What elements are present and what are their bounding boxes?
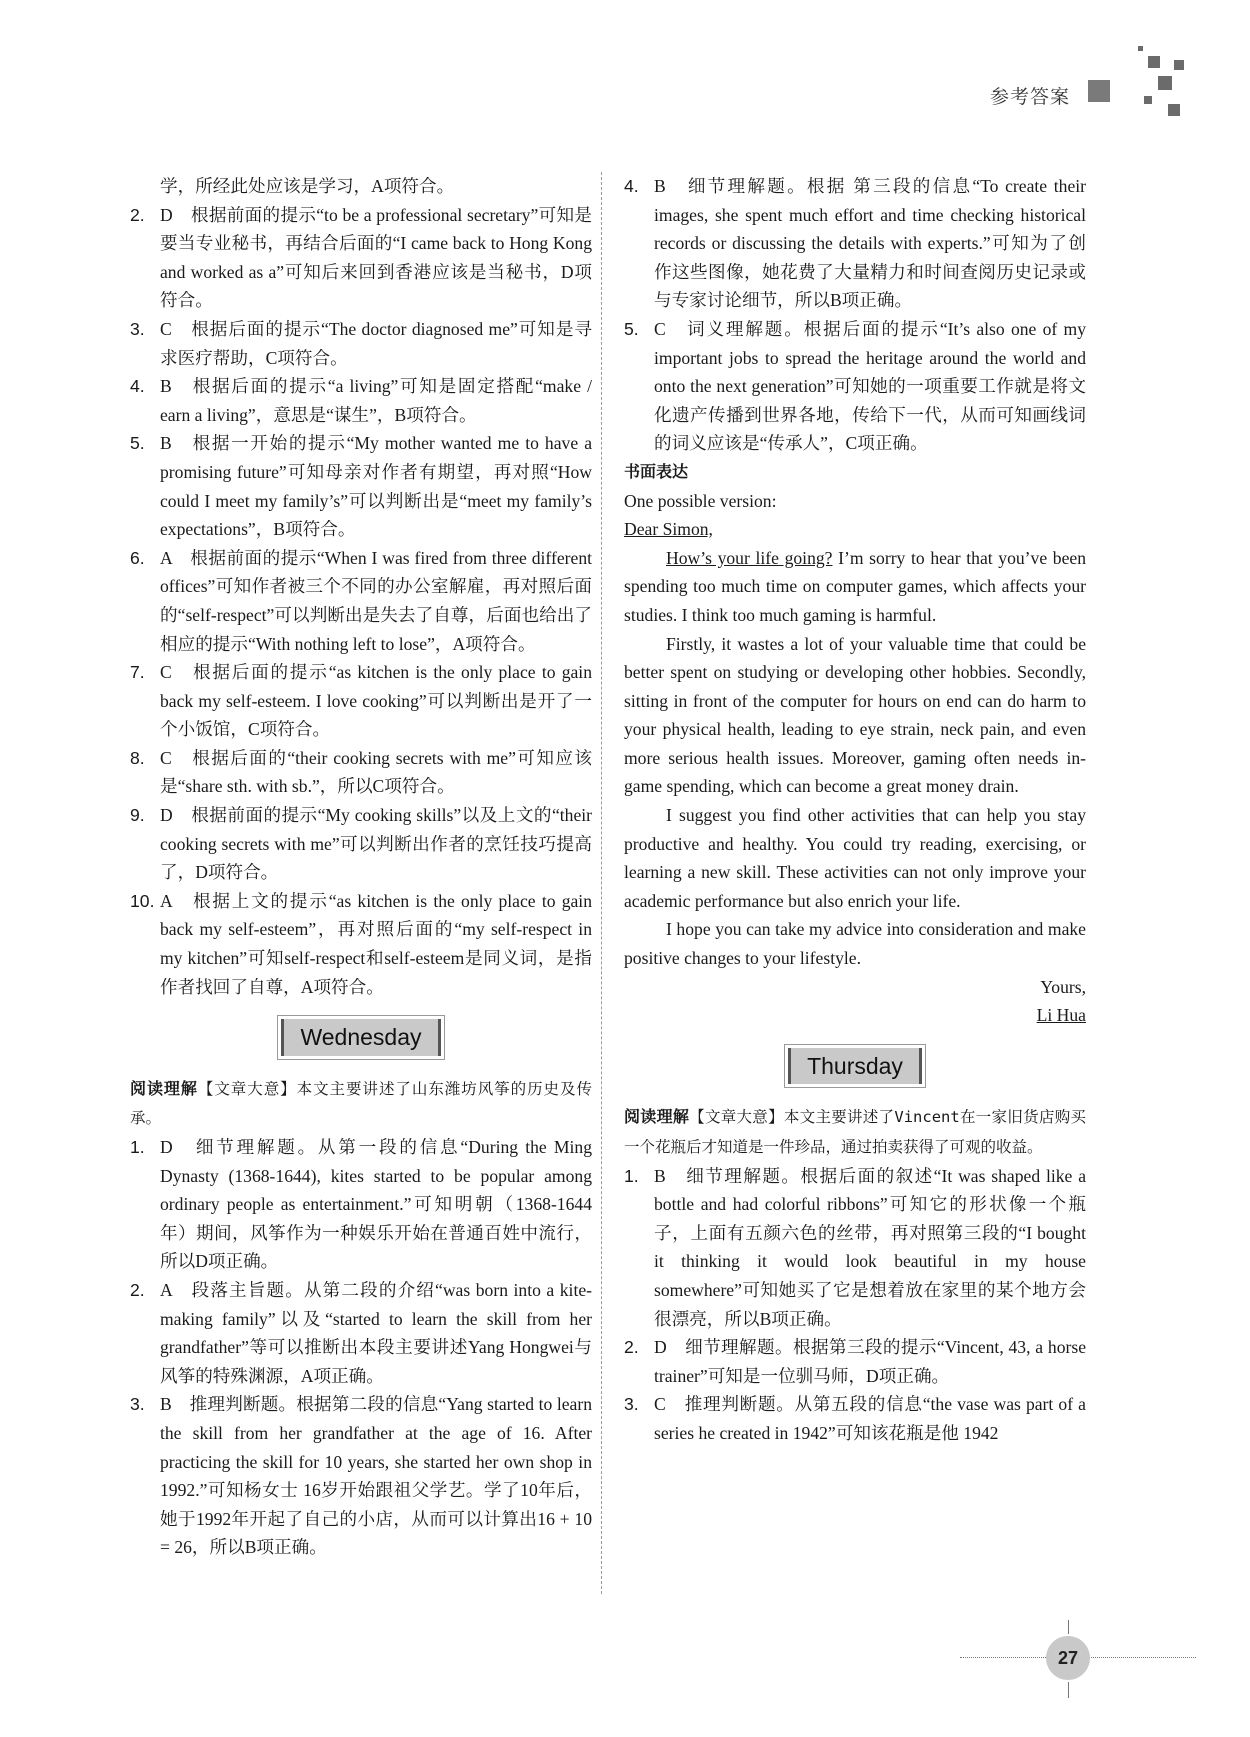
paragraph-text: I’m sorry to hear that you’ve been spending too much time on computer games, which affects your studies. I think too much gaming is harmful. (624, 547, 1087, 625)
answer-item (624, 172, 1086, 315)
column-divider (601, 172, 602, 1594)
item-text: D 细节理解题。从第一段的信息“During the Ming Dynasty (1368-1644), kites started to be popular among ordinary people as entertainment.”可知明朝（1368-1644 年）期间，风筝作为一种娱乐开始在普通百姓中流行，所以D项正确。 (160, 1137, 592, 1272)
answer-item (130, 801, 592, 887)
item-text: B 推理判断题。根据第二段的信息“Yang started to learn the skill from her grandfather at the age of 16. After practicing the skill for 10 years, she started her own shop in 1992.”可知杨女士 16岁开始跟祖父学艺。学了10年后，她于1992年开起了自己的小店，从而可以计算出16 + 10 = 26，所以B项正确。 (160, 1394, 592, 1558)
letter-paragraph-4: I hope you can take my advice into consideration and make positive changes to your lifestyle. (624, 919, 1086, 969)
answer-item (624, 1333, 1086, 1390)
item-number: 5. (624, 318, 639, 339)
day-heading-wrap (624, 1048, 1086, 1085)
answer-item (130, 1390, 592, 1562)
item-number: 2. (130, 204, 145, 225)
reading-label: 阅读理解 (624, 1107, 690, 1127)
letter-signature (624, 1001, 1086, 1030)
item-text: C 推理判断题。从第五段的信息“the vase was part of a series he created in 1942”可知该花瓶是他 1942 (654, 1394, 1086, 1443)
item-text: B 根据后面的提示“a living”可知是固定搭配“make / earn a living”，意思是“谋生”，B项符合。 (160, 376, 592, 425)
item-number: 4. (624, 176, 639, 196)
item-text: B 根据一开始的提示“My mother wanted me to have a promising future”可知母亲对作者有期望，再对照“How could I meet my family’s”可以判断出是“meet my family’s expectations”，B项符合。 (160, 433, 592, 540)
item-number: 3. (130, 318, 145, 339)
item-number: 5. (130, 433, 145, 454)
letter-paragraph-1 (624, 544, 1086, 630)
item-text: C 根据后面的提示“The doctor diagnosed me”可知是寻求医疗帮助，C项符合。 (160, 318, 592, 368)
item-number: 9. (130, 805, 145, 826)
answer-item (624, 315, 1086, 458)
item-number: 1. (624, 1165, 639, 1186)
page-number: 27 (1046, 1636, 1090, 1680)
article-summary: 【文章大意】本文主要讲述了Vincent在一家旧货店购买一个花瓶后才知道是一件珍品，通过拍卖获得了可观的收益。 (624, 1108, 1086, 1156)
salutation-text: Dear Simon, (624, 519, 713, 540)
item-text: C 根据后面的提示“as kitchen is the only place to gain back my self-esteem. I love cooking”可以判断出是开了一个小饭馆，C项符合。 (160, 662, 592, 740)
article-summary: 【文章大意】本文主要讲述了山东潍坊风筝的历史及传承。 (130, 1079, 592, 1128)
item-text: B 细节理解题。根据 第三段的信息“To create their images, she spent much effort and time checking historical records or discussing the details with experts.”可知为了创作这些图像，她花费了大量精力和时间查阅历史记录或与专家讨论细节，所以B项正确。 (654, 176, 1086, 311)
continuation-text: 学，所经此处应该是学习，A项符合。 (160, 176, 455, 196)
item-number: 4. (130, 376, 145, 397)
item-number: 2. (624, 1337, 639, 1358)
answer-item (624, 1162, 1086, 1334)
writing-section-label: 书面表达 (624, 461, 689, 481)
letter-paragraph-2: Firstly, it wastes a lot of your valuable time that could be better spent on studying or developing other hobbies. Secondly, sitting in front of the computer for hours on end can do harm to your physical health, leading to eye strain, neck pain, and even more serious health issues. Moreover, gaming often needs in-game spending, which can become a great money drain. (624, 633, 1086, 797)
item-number: 2. (130, 1279, 145, 1300)
signature-text: Li Hua (1036, 1005, 1086, 1026)
item-text: D 细节理解题。根据第三段的提示“Vincent, 43, a horse trainer”可知是一位驯马师，D项正确。 (654, 1337, 1086, 1386)
answer-item (130, 429, 592, 543)
answer-item (130, 201, 592, 315)
answer-item (624, 1390, 1086, 1447)
answer-item (130, 887, 592, 1001)
item-number: 10. (130, 890, 155, 911)
item-number: 1. (130, 1137, 145, 1157)
answer-item (130, 1276, 592, 1390)
item-number: 3. (624, 1394, 639, 1415)
item-text: C 词义理解题。根据后面的提示“It’s also one of my important jobs to spread the heritage around the world and onto the next generation”可知她的一项重要工作就是将文化遗产传播到世界各地，传给下一代，从而可知画线词的词义应该是“传承人”，C项正确。 (654, 318, 1086, 454)
item-text: C 根据后面的“their cooking secrets with me”可知应该是“share sth. with sb.”，所以C项符合。 (160, 747, 592, 797)
item-text: D 根据前面的提示“to be a professional secretary”可知是要当专业秘书，再结合后面的“I came back to Hong Kong and worked as a”可知后来回到香港应该是当秘书，D项符合。 (160, 204, 592, 311)
item-text: A 根据前面的提示“When I was fired from three different offices”可知作者被三个不同的办公室解雇，再对照后面的“self-respect”可以判断出是失去了自尊，后面也给出了相应的提示“With nothing left to lose”，A项符合。 (160, 547, 592, 654)
reading-label: 阅读理解 (130, 1078, 198, 1098)
item-text: B 细节理解题。根据后面的叙述“It was shaped like a bottle and had colorful ribbons”可知它的形状像一个瓶子，上面有五颜六色的丝带，再对照第三段的“I bought it thinking it would look beautiful in my house somewhere”可知她买了它是想着放在家里的某个地方会很漂亮，所以B项正确。 (654, 1165, 1086, 1329)
item-number: 3. (130, 1394, 145, 1415)
item-number: 7. (130, 662, 145, 683)
page-number-tick-top (1068, 1620, 1069, 1634)
letter-closing: Yours, (1040, 976, 1086, 997)
day-heading-wednesday: Wednesday (281, 1019, 440, 1056)
right-column (624, 172, 1086, 1448)
left-column (130, 172, 592, 1562)
item-text: D 根据前面的提示“My cooking skills”以及上文的“their cooking secrets with me”可以判断出作者的烹饪技巧提高了，D项符合。 (160, 805, 592, 883)
reading-section-intro (624, 1102, 1086, 1161)
item-number: 8. (130, 747, 145, 768)
answer-item (130, 658, 592, 744)
page-number-tick-bottom (1068, 1682, 1069, 1698)
letter-paragraph-3: I suggest you find other activities that can help you stay productive and healthy. You could try reading, exercising, or learning a new skill. These activities can not only improve your academic performance but also enrich your life. (624, 805, 1086, 911)
answer-item (130, 372, 592, 429)
page-header-label: 参考答案 (990, 86, 1071, 108)
answer-item (130, 1133, 592, 1276)
reading-section-intro (130, 1074, 592, 1133)
day-heading-wrap (130, 1019, 592, 1056)
item-number: 6. (130, 547, 145, 568)
answer-item (130, 744, 592, 801)
answer-item (130, 544, 592, 658)
answer-item (130, 315, 592, 372)
underlined-phrase: How’s your life going? (666, 547, 833, 568)
item-text: A 根据上文的提示“as kitchen is the only place to gain back my self-esteem”，再对照后面的“my self-respect in my kitchen”可知self-respect和self-esteem是同义词，是指作者找回了自尊，A项符合。 (160, 890, 592, 997)
day-heading-thursday: Thursday (788, 1048, 922, 1085)
version-label: One possible version: (624, 490, 777, 511)
letter-salutation (624, 515, 1086, 544)
item-text: A 段落主旨题。从第二段的介绍“was born into a kite-making family”以及“started to learn the skill from her grandfather”等可以推断出本段主要讲述Yang Hongwei与风筝的特殊渊源，A项正确。 (160, 1279, 592, 1386)
